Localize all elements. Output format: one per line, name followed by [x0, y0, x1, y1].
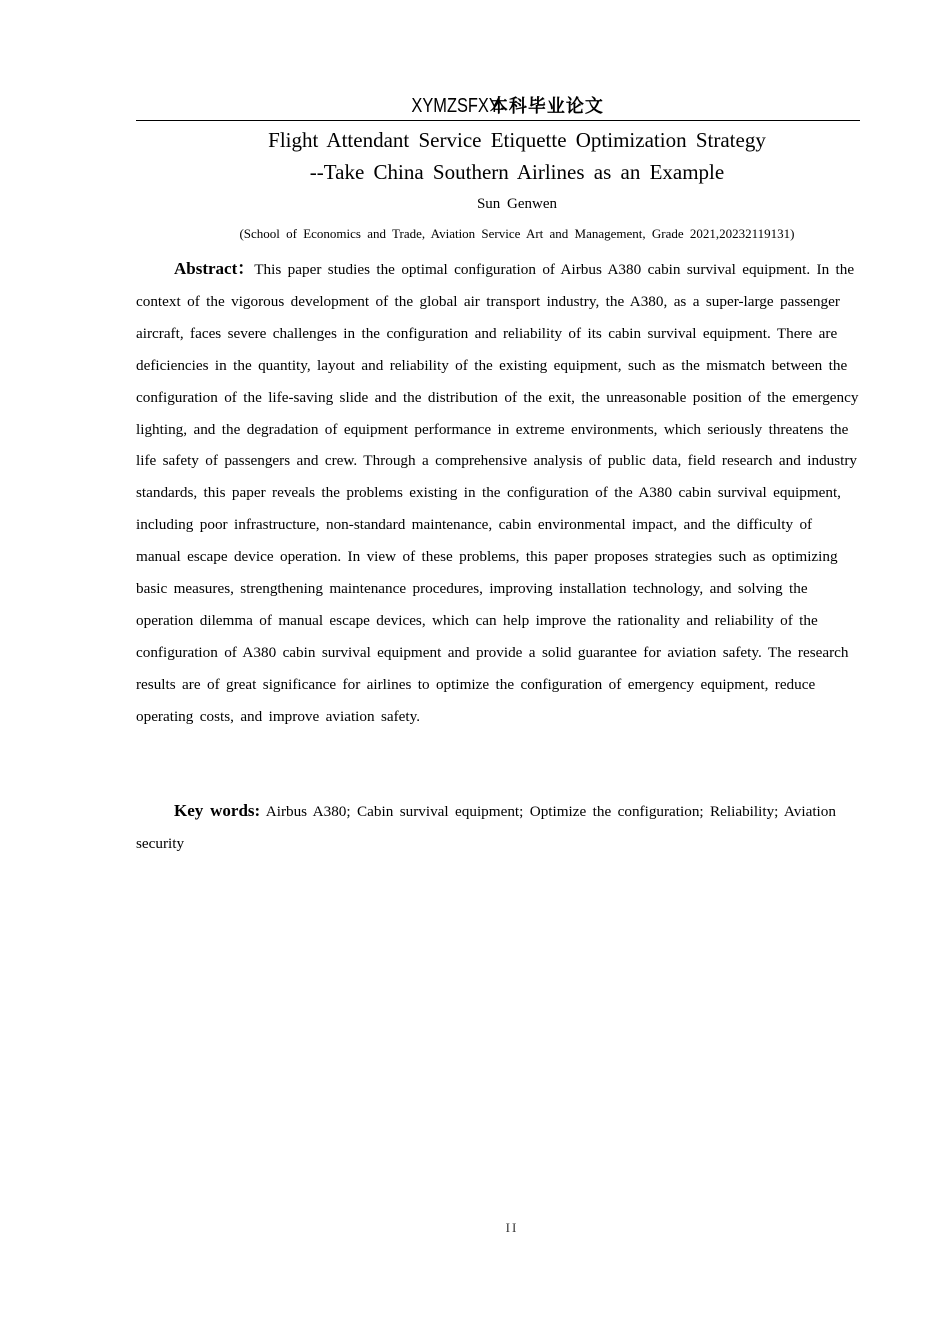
title-block: [136, 124, 898, 244]
abstract-paragraph: [136, 253, 860, 733]
page-number: II: [505, 1220, 519, 1235]
abstract-label: Abstract：: [174, 259, 255, 278]
author-name: Sun Genwen: [476, 196, 558, 212]
paper-title: Flight Attendant Service Etiquette Optimization Strategy: [268, 128, 766, 152]
author-affiliation: (School of Economics and Trade, Aviation Service Art and Management, Grade 2021,20232119131): [239, 226, 795, 241]
running-header: [136, 92, 860, 121]
header-thesis-type: 本科毕业论文: [489, 96, 604, 117]
header-school-code: XYMZSFXY: [411, 95, 500, 117]
abstract-text: This paper studies the optimal configuration of Airbus A380 cabin survival equipment. In the context of the vigorous development of the global air transport industry, the A380, as a super-large passenger aircraft, faces severe challenges in the configuration and reliability of its cabin survival equipment. There are deficiencies in the quantity, layout and reliability of the existing equipment, such as the mismatch between the configuration of the life-saving slide and the distribution of the exit, the unreasonable position of the emergency lighting, and the degradation of equipment performance in extreme environments, which seriously threatens the life safety of passengers and crew. Through a comprehensive analysis of public data, field research and industry standards, this paper reveals the problems existing in the configuration of the A380 cabin survival equipment, including poor infrastructure, non-standard maintenance, cabin environmental impact, and the difficulty of manual escape device operation. In view of these problems, this paper proposes strategies such as optimizing basic measures, strengthening maintenance procedures, improving installation technology, and solving the operation dilemma of manual escape devices, which can help improve the rationality and reliability of the configuration of A380 cabin survival equipment and provide a solid guarantee for aviation safety. The research results are of great significance for airlines to optimize the configuration of emergency equipment, reduce operating costs, and improve aviation safety.: [136, 261, 859, 725]
keywords-text: Airbus A380; Cabin survival equipment; Optimize the configuration; Reliability; Aviation security: [136, 803, 836, 852]
keywords-paragraph: [136, 795, 860, 859]
keywords-label: Key words:: [174, 801, 261, 820]
paper-subtitle: --Take China Southern Airlines as an Example: [309, 160, 725, 184]
